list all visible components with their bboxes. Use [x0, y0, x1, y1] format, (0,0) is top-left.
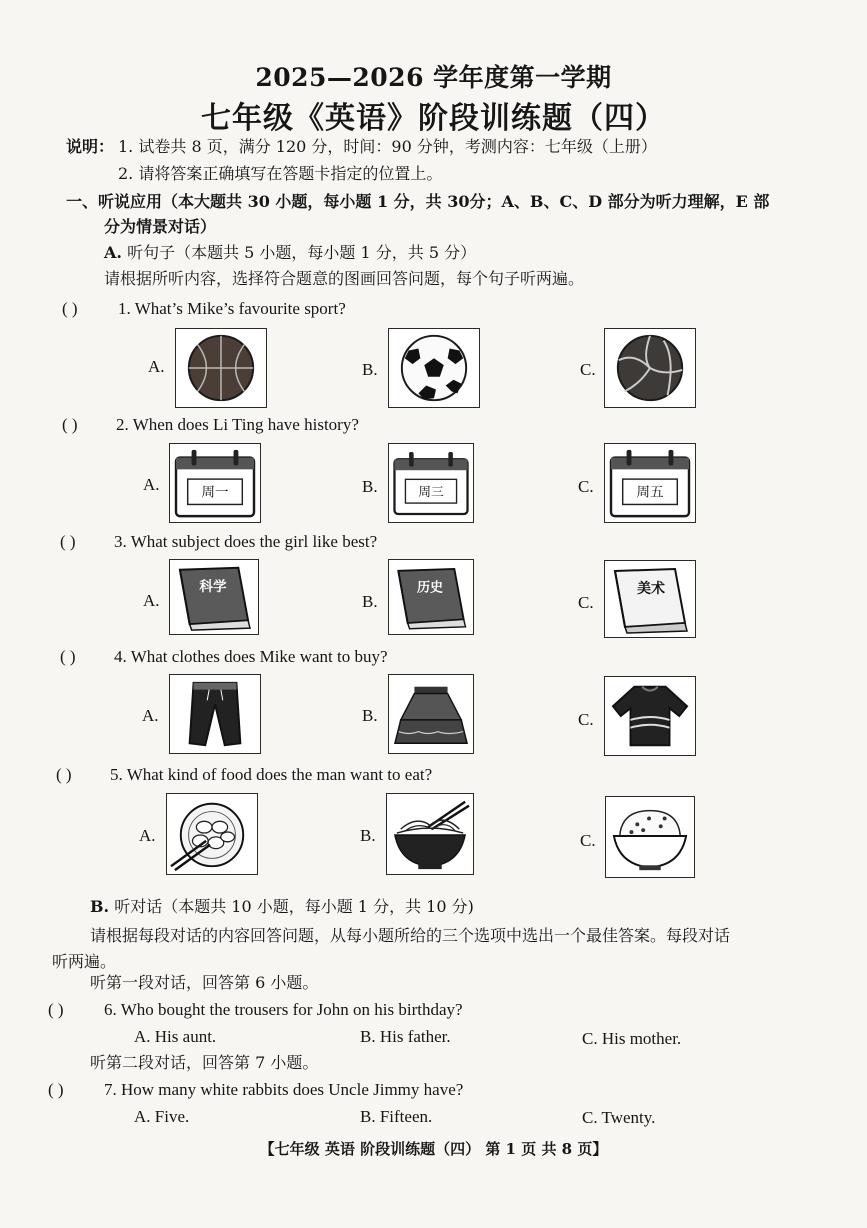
dumplings-icon: [167, 794, 257, 874]
option-a-picture[interactable]: [166, 793, 258, 875]
calendar-label: 周一: [201, 484, 229, 501]
option-a-picture[interactable]: [175, 328, 267, 408]
section-1-heading: 一、听说应用（本大题共 30 小题，每小题 1 分，共 30分；A、B、C、D 部分为听力理解，E 部: [66, 192, 770, 211]
book-label: 美术: [637, 581, 665, 597]
dialogue-intro: 听第一段对话，回答第 6 小题。: [90, 973, 319, 992]
option-b[interactable]: B. His father.: [360, 1027, 451, 1046]
option-a-picture[interactable]: [169, 443, 261, 523]
option-b[interactable]: B. Fifteen.: [360, 1107, 433, 1126]
option-a-picture[interactable]: [169, 559, 259, 635]
question-1: 1. What’s Mike’s favourite sport?: [118, 299, 346, 318]
section-1-heading-cont: 分为情景对话）: [104, 217, 217, 236]
option-letter: A.: [148, 357, 165, 376]
exam-term: 2025—2026 学年度第一学期: [255, 63, 612, 92]
option-c[interactable]: C. His mother.: [582, 1029, 682, 1048]
option-letter: A.: [143, 475, 160, 494]
option-letter: B.: [362, 706, 378, 725]
option-letter: C.: [578, 593, 594, 612]
option-b-picture[interactable]: [388, 674, 474, 754]
book-icon: [389, 560, 473, 634]
option-c-picture[interactable]: [604, 560, 696, 638]
option-a-picture[interactable]: [169, 674, 261, 754]
option-letter: B.: [360, 826, 376, 845]
option-letter: C.: [578, 710, 594, 729]
notes-line-2: 2. 请将答案正确填写在答题卡指定的位置上。: [118, 164, 443, 183]
option-letter: C.: [580, 831, 596, 850]
calendar-label: 周五: [636, 484, 664, 501]
answer-blank[interactable]: ( ): [62, 415, 78, 434]
book-label: 科学: [199, 579, 227, 596]
calendar-icon: [389, 444, 473, 522]
skirt-icon: [389, 675, 473, 753]
part-b-instruction-cont: 听两遍。: [52, 952, 117, 971]
option-b-picture[interactable]: [388, 328, 480, 408]
answer-blank[interactable]: ( ): [62, 299, 78, 318]
part-a-heading: A. 听句子（本题共 5 小题，每小题 1 分，共 5 分）: [104, 243, 477, 262]
question-2: 2. When does Li Ting have history?: [116, 415, 359, 434]
option-c-picture[interactable]: [604, 443, 696, 523]
exam-title: 七年级《英语》阶段训练题（四）: [201, 101, 666, 136]
volleyball-icon: [605, 329, 695, 407]
option-letter: B.: [362, 360, 378, 379]
calendar-icon: [605, 444, 695, 522]
noodles-icon: [387, 794, 473, 874]
trousers-icon: [170, 675, 260, 753]
question-4: 4. What clothes does Mike want to buy?: [114, 647, 388, 666]
sweater-icon: [605, 677, 695, 755]
dialogue-intro: 听第二段对话，回答第 7 小题。: [90, 1053, 319, 1072]
option-a[interactable]: A. Five.: [134, 1107, 190, 1126]
page-footer: 【七年级 英语 阶段训练题（四） 第 1 页 共 8 页】: [259, 1140, 608, 1158]
option-letter: C.: [580, 360, 596, 379]
option-letter: A.: [139, 826, 156, 845]
book-icon: [605, 561, 695, 637]
part-b-heading: B. 听对话（本题共 10 小题，每小题 1 分，共 10 分): [90, 897, 474, 916]
rice-icon: [606, 797, 694, 877]
option-letter: A.: [143, 591, 160, 610]
option-letter: B.: [362, 477, 378, 496]
soccer-ball-icon: [389, 329, 479, 407]
answer-blank[interactable]: ( ): [48, 1000, 64, 1019]
part-b-instruction: 请根据每段对话的内容回答问题，从每小题所给的三个选项中选出一个最佳答案。每段对话: [90, 926, 731, 945]
notes-line-1: 1. 试卷共 8 页，满分 120 分，时间：90 分钟，考测内容：七年级（上册）: [118, 137, 657, 156]
option-a[interactable]: A. His aunt.: [134, 1027, 217, 1046]
option-letter: C.: [578, 477, 594, 496]
question-6: 6. Who bought the trousers for John on his birthday?: [104, 1000, 463, 1019]
option-c-picture[interactable]: [604, 328, 696, 408]
option-letter: A.: [142, 706, 159, 725]
question-7: 7. How many white rabbits does Uncle Jimmy have?: [104, 1080, 464, 1099]
calendar-icon: [170, 444, 260, 522]
answer-blank[interactable]: ( ): [56, 765, 72, 784]
option-c-picture[interactable]: [604, 676, 696, 756]
book-label: 历史: [417, 580, 444, 596]
option-b-picture[interactable]: [386, 793, 474, 875]
question-3: 3. What subject does the girl like best?: [114, 532, 378, 551]
option-letter: B.: [362, 592, 378, 611]
calendar-label: 周三: [418, 484, 444, 500]
answer-blank[interactable]: ( ): [60, 647, 76, 666]
option-b-picture[interactable]: [388, 443, 474, 523]
answer-blank[interactable]: ( ): [60, 532, 76, 551]
question-5: 5. What kind of food does the man want to eat?: [110, 765, 433, 784]
book-icon: [170, 560, 258, 634]
answer-blank[interactable]: ( ): [48, 1080, 64, 1099]
notes-label: 说明：: [66, 137, 115, 156]
option-c[interactable]: C. Twenty.: [582, 1108, 656, 1127]
basketball-icon: [176, 329, 266, 407]
option-b-picture[interactable]: [388, 559, 474, 635]
part-a-instruction: 请根据所听内容，选择符合题意的图画回答问题，每个句子听两遍。: [104, 269, 585, 288]
option-c-picture[interactable]: [605, 796, 695, 878]
